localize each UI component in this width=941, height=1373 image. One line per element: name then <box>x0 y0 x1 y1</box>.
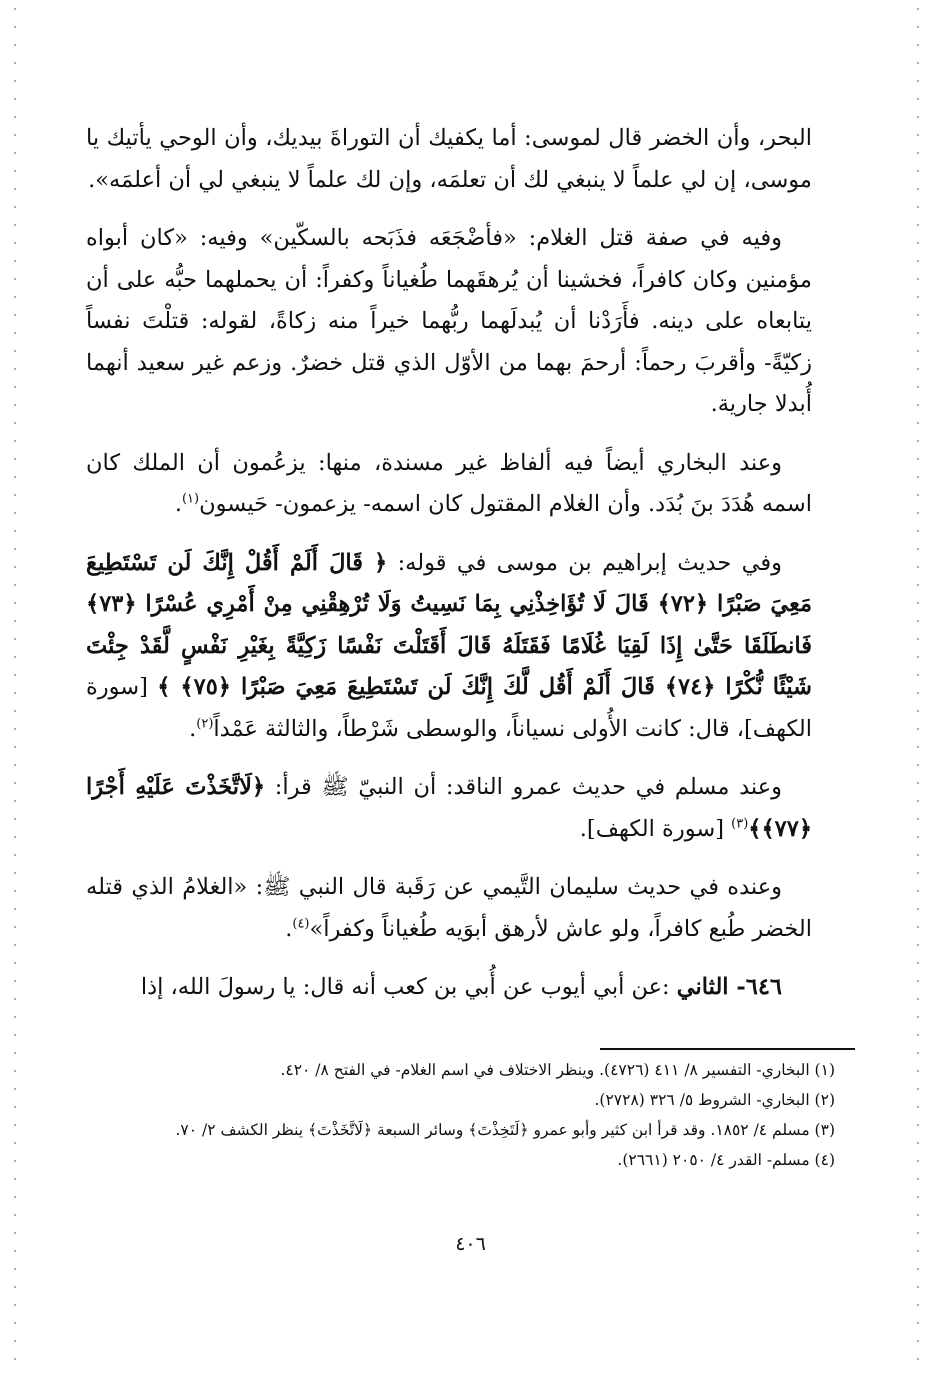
quran-verses-kahf-72-75: ﴿ قَالَ أَلَمْ أَقُلْ إِنَّكَ لَن تَسْتَطِيعَ مَعِيَ صَبْرًا ﴿٧٢﴾ قَالَ لَا تُؤَاخِذْنِي بِمَا نَسِيتُ وَلَا تُرْهِقْنِي مِنْ أَمْرِي عُسْرًا ﴿٧٣﴾ فَانطَلَقَا حَتَّىٰ إِذَا لَقِيَا غُلَامًا فَقَتَلَهُ قَالَ أَقَتَلْتَ نَفْسًا زَكِيَّةً بِغَيْرِ نَفْسٍ لَّقَدْ جِئْتَ شَيْئًا نُّكْرًا ﴿٧٤﴾ قَالَ أَلَمْ أَقُل لَّكَ إِنَّكَ لَن تَسْتَطِيعَ مَعِيَ صَبْرًا ﴿٧٥﴾ ﴾ <box>86 549 813 700</box>
paragraph-1 <box>86 118 812 201</box>
footnote-divider <box>600 1048 855 1050</box>
footnote-2: (٢) البخاري- الشروط ٥/ ٣٢٦ (٢٧٢٨). <box>594 1091 835 1109</box>
paragraph-4-after: [سورة الكهف]، قال: كانت الأُولى نسياناً، والوسطى شَرْطاً، والثالثة عَمْداً <box>86 674 812 742</box>
paragraph-4-intro: وفي حديث إبراهيم بن موسى في قوله: <box>387 549 782 576</box>
paragraph-7 <box>86 967 812 1009</box>
footnote-ref-4: (٤) <box>292 916 310 931</box>
left-margin-dots <box>14 0 16 1373</box>
right-margin-dots <box>917 0 919 1373</box>
footnotes <box>95 1056 835 1176</box>
paragraph-5-after: [سورة الكهف]. <box>579 815 732 842</box>
paragraph-2 <box>86 218 812 426</box>
paragraph-6 <box>86 867 812 950</box>
paragraph-6-text: وعنده في حديث سليمان التَّيمي عن رَقَبة قال النبي ﷺ: «الغلامُ الذي قتله الخضر طُبع كافراً، ولو عاش لأرهق أبوَيه طُغياناً وكفراً» <box>86 874 812 942</box>
paragraph-5-intro: وعند مسلم في حديث عمرو الناقد: أن النبيّ ﷺ قرأ: <box>265 774 782 800</box>
footnote-ref-3: (٣) <box>731 816 749 831</box>
paragraph-4-tail: . <box>189 715 197 742</box>
paragraph-1-text: البحر، وأن الخضر قال لموسى: أما يكفيك أن التوراةَ بيديك، وأن الوحي يأتيك يا موسى، إن لي علماً لا ينبغي لك أن تعلمَه، وإن لك علماً لا ينبغي لي أن أعلمَه». <box>86 125 812 193</box>
paragraph-3-text: وعند البخاري أيضاً فيه ألفاظ غير مسندة، منها: يزعُمون أن الملك كان اسمه هُدَدَ بنَ بُدَد. وأن الغلام المقتول كان اسمه- يزعمون- حَيسون <box>86 449 812 517</box>
paragraph-6-tail: . <box>285 915 293 942</box>
page-number: ٤٠٦ <box>455 1233 486 1255</box>
quran-verse-kahf-77: ﴿لَاتَّخَذْتَ عَلَيْهِ أَجْرًا ﴿٧٧﴾﴾ <box>86 774 812 842</box>
paragraph-4 <box>86 543 812 751</box>
footnote-ref-2: (٢) <box>196 716 214 731</box>
paragraph-2-text: وفيه في صفة قتل الغلام: «فأضْجَعَه فذَبَحه بالسكّين» وفيه: «كان أبواه مؤمنين وكان كافراً، فخشينا أن يُرهقَهما طُغياناً وكفراً: أن يحملهما حبُّه على أن يتابعاه على دينه. فأَرَدْنا أن يُبدلَهما ربُّهما خيراً منه زكاةً، لقوله: قتلْتَ نفساً زكيّةً- وأقربَ رحماً: أرحمَ بهما من الأوّل الذي قتل خضرٌ. وزعم غير سعيد أنهما أُبدلا جارية. <box>86 225 812 417</box>
paragraph-3-tail: . <box>174 491 182 517</box>
page-body <box>86 118 812 1026</box>
footnote-1: (١) البخاري- التفسير ٨/ ٤١١ (٤٧٢٦). وينظر الاختلاف في اسم الغلام- في الفتح ٨/ ٤٢٠. <box>280 1061 835 1079</box>
footnote-3: (٣) مسلم ٤/ ١٨٥٢. وقد قرأ ابن كثير وأبو عمرو ﴿لَتَخِذْتَ﴾ وسائر السبعة ﴿لَاتَّخَذْتَ﴾ ينظر الكشف ٢/ ٧٠. <box>175 1121 835 1139</box>
paragraph-7-text: :عن أبي أيوب عن أُبي بن كعب أنه قال: يا رسولَ الله، إذا <box>140 974 677 1000</box>
footnote-4: (٤) مسلم- القدر ٤/ ٢٠٥٠ (٢٦٦١). <box>617 1151 835 1169</box>
paragraph-5 <box>86 767 812 850</box>
paragraph-3 <box>86 443 812 526</box>
hadith-number-heading: ٦٤٦- الثاني <box>676 974 782 1000</box>
footnote-ref-1: (١) <box>181 491 200 507</box>
